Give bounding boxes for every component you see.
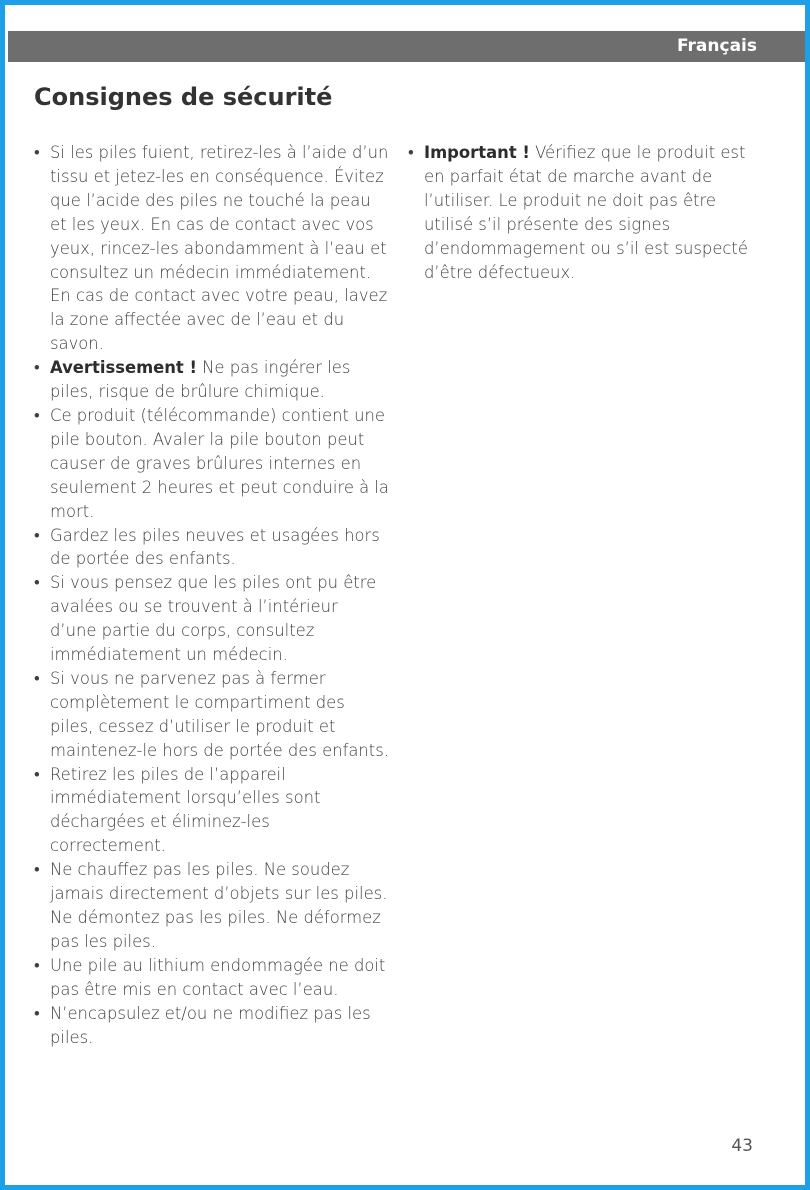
section-title: Consignes de sécurité [34,83,333,111]
bullet-strong-label: Avertissement ! [50,358,197,378]
bullet-text: N’encapsulez et/ou ne modifiez pas les piles. [50,1003,371,1047]
bullet-item [31,356,389,404]
bullet-item [31,571,389,667]
bullet-icon: • [34,1003,40,1023]
bullet-icon: • [34,764,40,784]
bullet-text: Ne chauffez pas les piles. Ne soudez jamais directement d’objets sur les piles. Ne démontez pas les piles. Ne déformez pas les piles. [50,860,388,951]
language-header-bar: Français [8,31,807,62]
left-bullet-list [31,141,389,1049]
bullet-text: Vérifiez que le produit est en parfait état de marche avant de l’utiliser. Le produit ne doit pas être utilisé s’il présente des signes d’endommagement ou s’il est suspecté d’être défectueux. [424,143,748,282]
bullet-item [31,954,389,1002]
bullet-icon: • [34,955,40,975]
bullet-item [31,141,389,356]
bullet-icon: • [34,358,40,378]
bullet-strong-label: Important ! [424,143,530,162]
bullet-text: Ne pas ingérer les piles, risque de brûlure chimique. [50,358,351,402]
bullet-icon: • [34,668,40,688]
page-number: 43 [731,1136,753,1156]
bullet-text: Retirez les piles de l’appareil immédiatement lorsqu’elles sont déchargées et éliminez-les correctement. [50,764,321,856]
bullet-icon: • [34,405,40,425]
bullet-icon: • [34,573,40,593]
bullet-item [405,141,755,284]
bullet-icon: • [34,143,40,162]
bullet-text: Ce produit (télécommande) contient une pile bouton. Avaler la pile bouton peut causer de graves brûlures internes en seulement 2 heures et peut conduire à la mort. [50,405,389,521]
bullet-icon: • [408,143,414,162]
bullet-text: Si vous pensez que les piles ont pu être avalées ou se trouvent à l’intérieur d’une partie du corps, consultez immédiatement un médecin. [50,573,377,665]
bullet-text: Si les piles fuient, retirez-les à l’aide d’un tissu et jetez-les en conséquence. Évitez que l’acide des piles ne touché la peau et les yeux. En cas de contact avec vos yeux, rincez-les abondamment à l’eau et consultez un médecin immédiatement. En cas de contact avec votre peau, lavez la zone affectée avec de l’eau et du savon. [50,143,389,354]
bullet-text: Si vous ne parvenez pas à fermer complètement le compartiment des piles, cessez d’utiliser le produit et maintenez-le hors de portée des enfants. [50,668,389,760]
bullet-icon: • [34,860,40,880]
bullet-item [31,1002,389,1050]
bullet-item [31,763,389,859]
right-bullet-list [405,141,755,284]
bullet-text: Une pile au lithium endommagée ne doit pas être mis en contact avec l’eau. [50,955,386,999]
bullet-item [31,858,389,954]
bullet-item [31,404,389,524]
bullet-text: Gardez les piles neuves et usagées hors de portée des enfants. [50,525,380,569]
bullet-item [31,524,389,572]
bullet-icon: • [34,525,40,545]
bullet-item [31,667,389,763]
